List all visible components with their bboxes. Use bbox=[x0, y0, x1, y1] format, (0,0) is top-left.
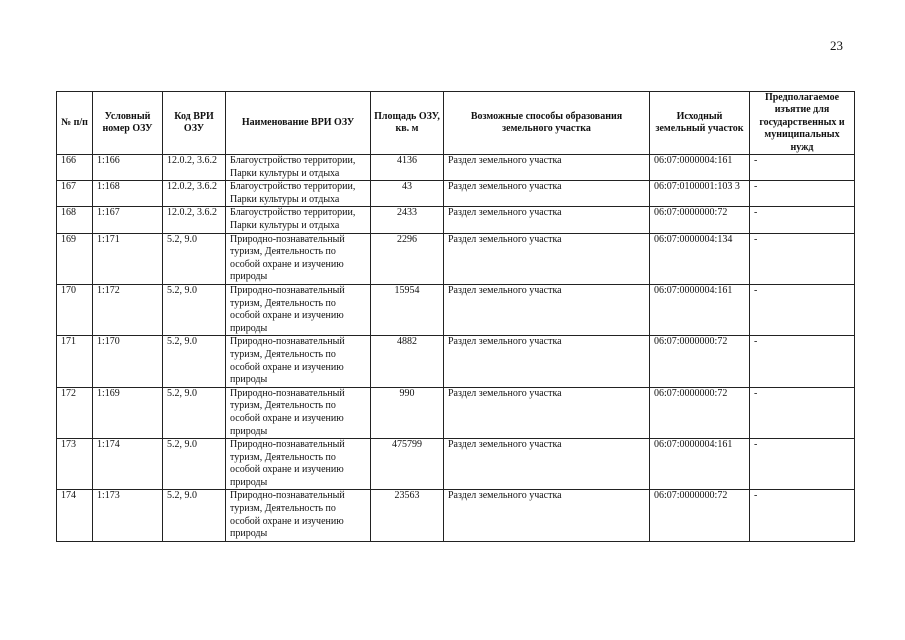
cell-cond-number: 1:173 bbox=[93, 490, 163, 541]
cell-cond-number: 1:166 bbox=[93, 155, 163, 181]
cell-area: 4136 bbox=[371, 155, 444, 181]
cell-area: 990 bbox=[371, 387, 444, 438]
cell-seizure: - bbox=[750, 181, 855, 207]
cell-vri-code: 5.2, 9.0 bbox=[163, 284, 226, 335]
cell-vri-code: 5.2, 9.0 bbox=[163, 233, 226, 284]
cell-num: 167 bbox=[57, 181, 93, 207]
cell-seizure: - bbox=[750, 233, 855, 284]
header-seizure: Предполагаемое изъятие для государственных и муниципальных нужд bbox=[750, 92, 855, 155]
cell-num: 170 bbox=[57, 284, 93, 335]
cell-vri-name: Благоустройство территории, Парки культуры и отдыха bbox=[226, 207, 371, 233]
cell-vri-name: Благоустройство территории, Парки культуры и отдыха bbox=[226, 181, 371, 207]
cell-seizure: - bbox=[750, 155, 855, 181]
cell-source-parcel: 06:07:0000004:161 bbox=[650, 439, 750, 490]
cell-cond-number: 1:167 bbox=[93, 207, 163, 233]
cell-cond-number: 1:168 bbox=[93, 181, 163, 207]
header-vri-code: Код ВРИ ОЗУ bbox=[163, 92, 226, 155]
table-row bbox=[57, 490, 855, 541]
cell-method: Раздел земельного участка bbox=[444, 233, 650, 284]
cell-vri-name: Природно-познавательный туризм, Деятельность по особой охране и изучению природы bbox=[226, 439, 371, 490]
cell-method: Раздел земельного участка bbox=[444, 336, 650, 387]
cell-method: Раздел земельного участка bbox=[444, 387, 650, 438]
cell-source-parcel: 06:07:0000000:72 bbox=[650, 387, 750, 438]
cell-source-parcel: 06:07:0000000:72 bbox=[650, 207, 750, 233]
cell-cond-number: 1:174 bbox=[93, 439, 163, 490]
page-number: 23 bbox=[830, 38, 843, 53]
cell-num: 166 bbox=[57, 155, 93, 181]
cell-seizure: - bbox=[750, 207, 855, 233]
cell-seizure: - bbox=[750, 336, 855, 387]
header-source-parcel: Исходный земельный участок bbox=[650, 92, 750, 155]
cell-vri-name: Природно-познавательный туризм, Деятельность по особой охране и изучению природы bbox=[226, 490, 371, 541]
cell-area: 15954 bbox=[371, 284, 444, 335]
cell-vri-code: 5.2, 9.0 bbox=[163, 336, 226, 387]
header-num: № п/п bbox=[57, 92, 93, 155]
cell-seizure: - bbox=[750, 439, 855, 490]
cell-method: Раздел земельного участка bbox=[444, 439, 650, 490]
cell-source-parcel: 06:07:0100001:103 3 bbox=[650, 181, 750, 207]
cell-area: 4882 bbox=[371, 336, 444, 387]
cell-source-parcel: 06:07:0000000:72 bbox=[650, 490, 750, 541]
cell-vri-code: 12.0.2, 3.6.2 bbox=[163, 155, 226, 181]
cell-cond-number: 1:171 bbox=[93, 233, 163, 284]
cell-num: 174 bbox=[57, 490, 93, 541]
header-methods: Возможные способы образования земельного участка bbox=[444, 92, 650, 155]
table-row bbox=[57, 284, 855, 335]
cell-vri-code: 12.0.2, 3.6.2 bbox=[163, 181, 226, 207]
cell-vri-name: Природно-познавательный туризм, Деятельность по особой охране и изучению природы bbox=[226, 284, 371, 335]
cell-method: Раздел земельного участка bbox=[444, 207, 650, 233]
cell-seizure: - bbox=[750, 387, 855, 438]
table-row bbox=[57, 207, 855, 233]
cell-vri-name: Природно-познавательный туризм, Деятельность по особой охране и изучению природы bbox=[226, 336, 371, 387]
cell-num: 173 bbox=[57, 439, 93, 490]
table-row bbox=[57, 439, 855, 490]
cell-method: Раздел земельного участка bbox=[444, 181, 650, 207]
cell-vri-code: 5.2, 9.0 bbox=[163, 439, 226, 490]
cell-area: 2296 bbox=[371, 233, 444, 284]
header-cond-number: Условный номер ОЗУ bbox=[93, 92, 163, 155]
header-area: Площадь ОЗУ, кв. м bbox=[371, 92, 444, 155]
cell-method: Раздел земельного участка bbox=[444, 284, 650, 335]
table-row bbox=[57, 387, 855, 438]
cell-vri-name: Природно-познавательный туризм, Деятельность по особой охране и изучению природы bbox=[226, 233, 371, 284]
table-row bbox=[57, 181, 855, 207]
cell-vri-name: Природно-познавательный туризм, Деятельность по особой охране и изучению природы bbox=[226, 387, 371, 438]
cell-area: 43 bbox=[371, 181, 444, 207]
cell-source-parcel: 06:07:0000000:72 bbox=[650, 336, 750, 387]
cell-num: 168 bbox=[57, 207, 93, 233]
land-parcels-table bbox=[56, 91, 855, 542]
cell-area: 23563 bbox=[371, 490, 444, 541]
cell-num: 171 bbox=[57, 336, 93, 387]
table-header-row bbox=[57, 92, 855, 155]
table-row bbox=[57, 233, 855, 284]
table-row bbox=[57, 336, 855, 387]
cell-vri-name: Благоустройство территории, Парки культуры и отдыха bbox=[226, 155, 371, 181]
cell-method: Раздел земельного участка bbox=[444, 490, 650, 541]
cell-cond-number: 1:172 bbox=[93, 284, 163, 335]
cell-cond-number: 1:169 bbox=[93, 387, 163, 438]
table-row bbox=[57, 155, 855, 181]
cell-seizure: - bbox=[750, 490, 855, 541]
cell-source-parcel: 06:07:0000004:161 bbox=[650, 155, 750, 181]
cell-area: 475799 bbox=[371, 439, 444, 490]
cell-seizure: - bbox=[750, 284, 855, 335]
cell-num: 169 bbox=[57, 233, 93, 284]
cell-method: Раздел земельного участка bbox=[444, 155, 650, 181]
cell-source-parcel: 06:07:0000004:134 bbox=[650, 233, 750, 284]
cell-source-parcel: 06:07:0000004:161 bbox=[650, 284, 750, 335]
header-vri-name: Наименование ВРИ ОЗУ bbox=[226, 92, 371, 155]
cell-area: 2433 bbox=[371, 207, 444, 233]
cell-num: 172 bbox=[57, 387, 93, 438]
cell-cond-number: 1:170 bbox=[93, 336, 163, 387]
cell-vri-code: 12.0.2, 3.6.2 bbox=[163, 207, 226, 233]
cell-vri-code: 5.2, 9.0 bbox=[163, 490, 226, 541]
cell-vri-code: 5.2, 9.0 bbox=[163, 387, 226, 438]
